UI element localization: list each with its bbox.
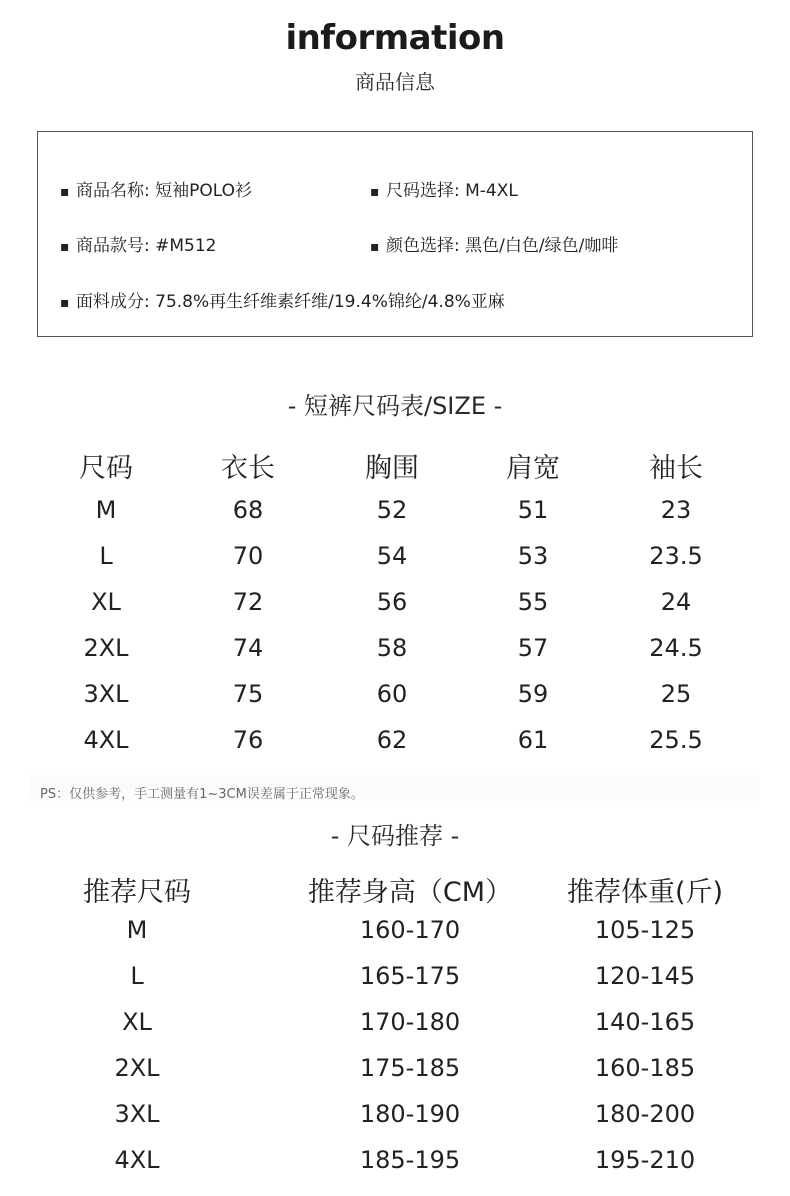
size-table-cell: 72 [232,588,264,616]
size-table-cell: 76 [232,726,264,754]
info-color-choice-text: 颜色选择: 黑色/白色/绿色/咖啡 [386,236,619,256]
recommend-table-cell: 4XL [114,1146,160,1174]
header-subtitle: 商品信息 [355,70,435,94]
recommend-table-cell: L [130,962,144,990]
size-table-cell: L [99,542,113,570]
recommend-table-header-cell: 推荐尺码 [83,877,191,908]
info-color-choice [370,231,618,256]
size-table-cell: 61 [517,726,549,754]
size-table-cell: 24 [660,588,692,616]
size-table-header-cell: 衣长 [221,453,275,484]
bullet-icon: ▪ [60,295,70,311]
size-table-cell: 23.5 [649,542,703,570]
recommend-table-cell: 180-200 [594,1100,696,1128]
size-table-cell: 62 [376,726,408,754]
bullet-icon: ▪ [60,184,70,200]
size-table-cell: 25 [660,680,692,708]
size-table-header-cell: 肩宽 [506,453,560,484]
info-size-choice-text: 尺码选择: M-4XL [386,181,518,201]
size-table-cell: 56 [376,588,408,616]
recommend-table-cell: 195-210 [594,1146,696,1174]
recommend-table-header-cell: 推荐身高（CM） [307,877,513,908]
size-table-cell: 55 [517,588,549,616]
bullet-icon: ▪ [60,239,70,255]
recommend-table-cell: 165-175 [359,962,461,990]
size-table-cell: 23 [660,496,692,524]
info-product-name [60,176,252,201]
header-title: information [285,18,505,58]
info-product-name-text: 商品名称: 短袖POLO衫 [76,181,253,201]
info-fabric [60,287,505,312]
info-size-choice [370,176,518,201]
size-table-cell: 52 [376,496,408,524]
size-table-title: - 短裤尺码表/SIZE - [287,392,503,420]
info-fabric-text: 面料成分: 75.8%再生纤维素纤维/19.4%锦纶/4.8%亚麻 [76,292,505,312]
recommend-table-cell: 170-180 [359,1008,461,1036]
size-table-cell: 68 [232,496,264,524]
info-style-number-text: 商品款号: #M512 [76,236,217,256]
bullet-icon: ▪ [370,239,380,255]
recommend-table-cell: 3XL [114,1100,160,1128]
size-table-cell: 25.5 [649,726,703,754]
recommend-table-cell: 105-125 [594,916,696,944]
product-info-box [37,131,753,337]
size-table-cell: 70 [232,542,264,570]
recommend-table-cell: M [126,916,148,944]
info-style-number [60,231,217,256]
recommend-table-cell: 175-185 [359,1054,461,1082]
size-table-cell: 24.5 [649,634,703,662]
size-table-cell: 74 [232,634,264,662]
bullet-icon: ▪ [370,184,380,200]
recommend-table-cell: 140-165 [594,1008,696,1036]
size-table-cell: 4XL [83,726,129,754]
size-table-cell: M [95,496,117,524]
size-table-cell: 54 [376,542,408,570]
recommend-table-cell: 2XL [114,1054,160,1082]
size-table-header-cell: 尺码 [79,453,133,484]
recommend-table-cell: 120-145 [594,962,696,990]
recommend-table-cell: XL [122,1008,152,1036]
recommend-table-cell: 180-190 [359,1100,461,1128]
recommend-table-cell: 160-170 [359,916,461,944]
measurement-note: PS：仅供参考，手工测量有1~3CM误差属于正常现象。 [40,787,364,802]
size-table-cell: XL [91,588,121,616]
size-table-cell: 58 [376,634,408,662]
size-table-cell: 53 [517,542,549,570]
recommend-table-title: - 尺码推荐 - [330,822,460,850]
size-table-cell: 2XL [83,634,129,662]
size-table-cell: 60 [376,680,408,708]
recommend-table-cell: 160-185 [594,1054,696,1082]
size-table-cell: 57 [517,634,549,662]
size-table-header-cell: 袖长 [649,453,703,484]
size-table-header-cell: 胸围 [365,453,419,484]
recommend-table-header-cell: 推荐体重(斤) [566,877,724,908]
size-table-cell: 51 [517,496,549,524]
size-table-cell: 3XL [83,680,129,708]
size-table-cell: 75 [232,680,264,708]
size-table-cell: 59 [517,680,549,708]
recommend-table-cell: 185-195 [359,1146,461,1174]
